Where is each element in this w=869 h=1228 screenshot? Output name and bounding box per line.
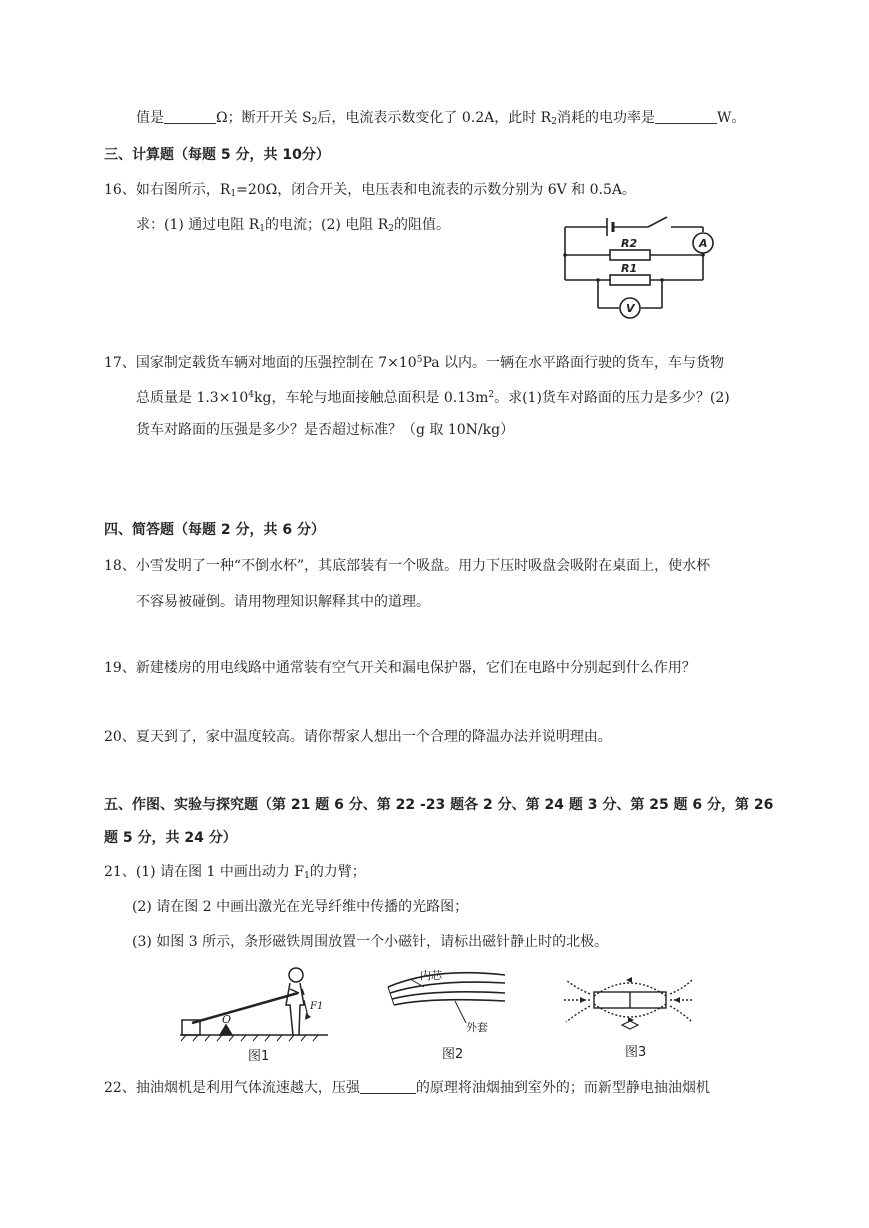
r2-label: R2 xyxy=(621,237,638,250)
q17-line3: 货车对路面的压强是多少？是否超过标准？（g 取 10N/kg） xyxy=(136,422,515,438)
q21-line3: (3) 如图 3 所示，条形磁铁周围放置一个小磁针，请标出磁针静止时的北极。 xyxy=(132,934,609,950)
q21-line2: (2) 请在图 2 中画出激光在光导纤维中传播的光路图； xyxy=(132,899,469,915)
q17-line1: 17、国家制定载货车辆对地面的压强控制在 $7\times 10^5Pa$ 以内。一辆在水平路面行驶的货车，车与货物 xyxy=(104,355,725,371)
q19-line1: 19、新建楼房的用电线路中通常装有空气开关和漏电保护器，它们在电路中分别起到什么作用？ xyxy=(104,660,696,676)
ammeter-label: A xyxy=(699,237,708,250)
outer-cladding-label: 外套 xyxy=(466,1021,488,1034)
figure-2-caption: 图2 xyxy=(442,1047,464,1062)
q18-line2: 不容易被碰倒。请用物理知识解释其中的道理。 xyxy=(136,594,430,610)
circuit-diagram xyxy=(555,215,725,325)
figure-3-caption: 图3 xyxy=(625,1045,647,1060)
pivot-label: O xyxy=(222,1013,232,1026)
r1-label: R1 xyxy=(621,262,638,275)
q16-line2: 求：(1) 通过电阻 $R_1$的电流；(2) 电阻 $R_2$的阻值。 xyxy=(136,217,451,234)
q20-line1: 20、夏天到了，家中温度较高。请你帮家人想出一个合理的降温办法并说明理由。 xyxy=(104,729,612,745)
section-3-title: 三、计算题（每题 5 分，共 10分） xyxy=(104,147,330,163)
q16-line1: 16、如右图所示，$R_1=20\Omega$，闭合开关，电压表和电流表的示数分别为 6V 和 0.5A。 xyxy=(104,182,636,199)
q15-tail-line: 值是 Ω；断开开关 $S_2$后，电流表示数变化了 0.2A，此时 $R_2$消耗的电功率是 W。 xyxy=(136,110,746,127)
section-4-title: 四、简答题（每题 2 分，共 6 分） xyxy=(104,522,325,538)
q22-line1: 22、抽油烟机是利用气体流速越大，压强 的原理将油烟抽到室外的；而新型静电抽油烟机 xyxy=(104,1080,710,1096)
inner-core-label: 内芯 xyxy=(420,969,442,982)
q21-line1: 21、(1) 请在图 1 中画出动力 $F_1$的力臂； xyxy=(104,864,366,881)
compass-needle-icon xyxy=(622,1021,638,1029)
figure-1-lever xyxy=(178,965,348,1043)
figure-1-caption: 图1 xyxy=(248,1049,270,1064)
force-label: F1 xyxy=(310,1001,324,1012)
figure-2-fiber xyxy=(380,965,520,1035)
q17-line2: 总质量是 $1.3\times 10^4kg$，车轮与地面接触总面积是 $0.13m^2$。求(1)货车对路面的压力是多少？(2) xyxy=(136,390,730,406)
section-5-title-line2: 题 5 分，共 24 分） xyxy=(104,830,237,846)
figure-3-magnet xyxy=(556,970,696,1040)
section-5-title-line1: 五、作图、实验与探究题（第 21 题 6 分、第 22 -23 题各 2 分、第 24 题 3 分、第 25 题 6 分，第 26 xyxy=(104,797,774,813)
q18-line1: 18、小雪发明了一种“不倒水杯”，其底部装有一个吸盘。用力下压时吸盘会吸附在桌面上，使水杯 xyxy=(104,558,711,574)
voltmeter-label: V xyxy=(626,302,635,315)
